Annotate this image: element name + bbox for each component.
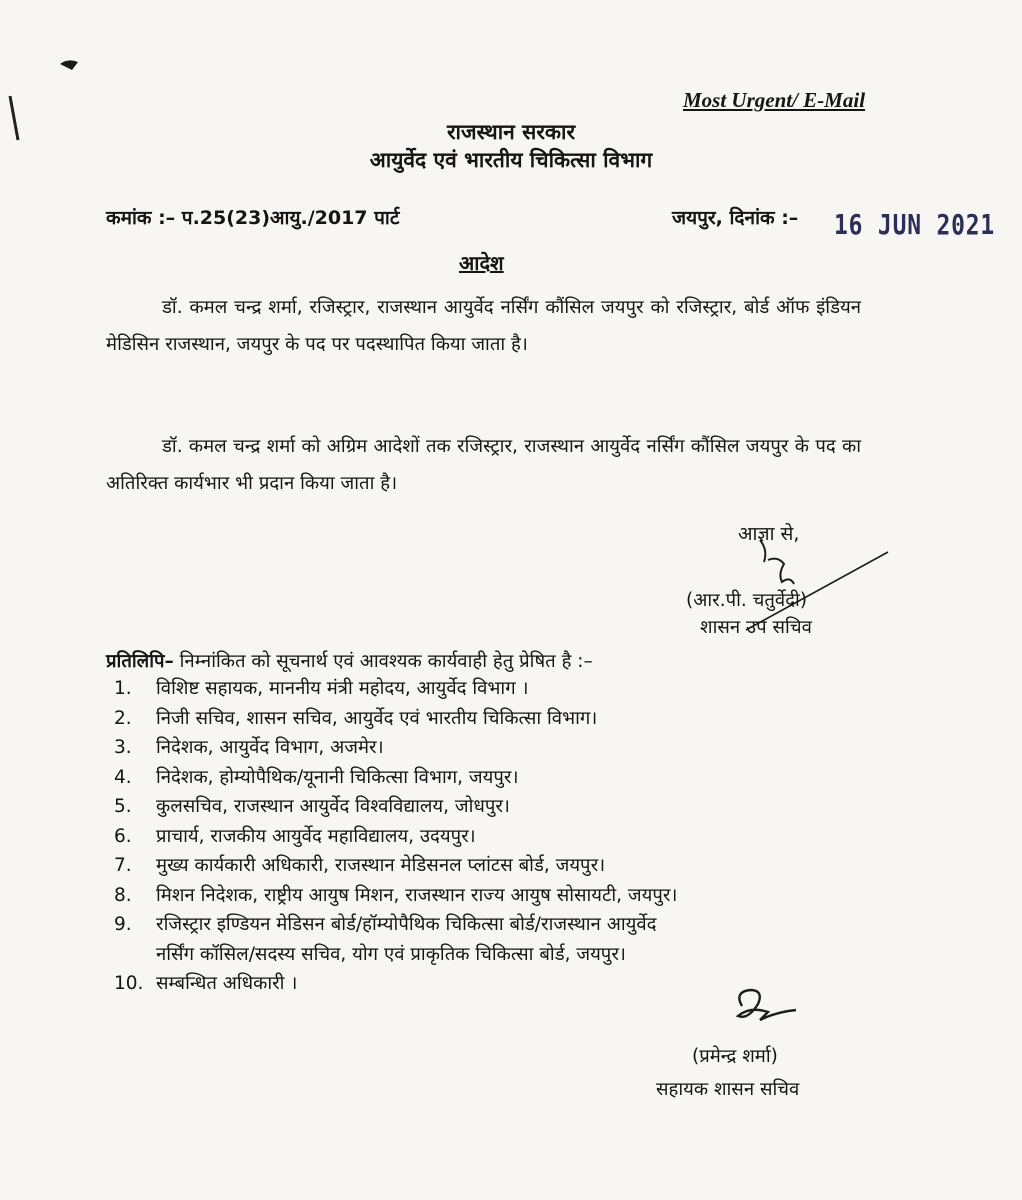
list-item-number: 7. bbox=[114, 855, 132, 876]
list-item-text: रजिस्ट्रार इण्डियन मेडिसन बोर्ड/हॉम्योपैथिक चिकित्सा बोर्ड/राजस्थान आयुर्वेद bbox=[156, 914, 657, 935]
order-title: आदेश bbox=[459, 251, 504, 275]
list-item-number: 2. bbox=[114, 707, 132, 729]
list-item-text: प्राचार्य, राजकीय आयुर्वेद महाविद्यालय, उदयपुर। bbox=[156, 825, 476, 847]
list-item-text: मुख्य कार्यकारी अधिकारी, राजस्थान मेडिसनल प्लांटस बोर्ड, जयपुर। bbox=[156, 855, 606, 876]
govt-name: राजस्थान सरकार bbox=[446, 120, 576, 144]
list-item-text: निदेशक, आयुर्वेद विभाग, अजमेर। bbox=[156, 737, 384, 758]
by-order-label: आज्ञा से, bbox=[738, 523, 800, 545]
list-item-number: 5. bbox=[114, 796, 132, 817]
list-item-number: 1. bbox=[114, 678, 132, 699]
list-item-number: 10. bbox=[114, 973, 144, 994]
signatory-1-designation: शासन उप सचिव bbox=[700, 617, 812, 638]
list-item-text: निजी सचिव, शासन सचिव, आयुर्वेद एवं भारतीय चिकित्सा विभाग। bbox=[156, 707, 598, 729]
list-item-number: 3. bbox=[114, 737, 132, 758]
list-item-number: 9. bbox=[114, 914, 132, 935]
list-item-text: सम्बन्धित अधिकारी । bbox=[156, 973, 298, 994]
copy-to-text: निम्नांकित को सूचनार्थ एवं आवश्यक कार्यवाही हेतु प्रेषित है :– bbox=[173, 651, 593, 672]
department-name: आयुर्वेद एवं भारतीय चिकित्सा विभाग bbox=[369, 148, 653, 172]
list-item-number: 8. bbox=[114, 884, 132, 906]
reference-number: कमांक :– प.25(23)आयु./2017 पार्ट bbox=[106, 207, 400, 229]
signatory-2-designation: सहायक शासन सचिव bbox=[656, 1079, 800, 1100]
date-stamp: 16 JUN 2021 bbox=[834, 208, 996, 241]
order-paragraph-1: डॉ. कमल चन्द्र शर्मा, रजिस्ट्रार, राजस्थान आयुर्वेद नर्सिंग कौंसिल जयपुर को रजिस्ट्रार, बोर्ड ऑफ इंडियन मेडिसिन राजस्थान, जयपुर के पद पर पदस्थापित किया जाता है। bbox=[106, 297, 861, 355]
list-item-number: 6. bbox=[114, 825, 132, 847]
urgency-label: Most Urgent/ E-Mail bbox=[683, 88, 866, 112]
order-paragraph-2: डॉ. कमल चन्द्र शर्मा को अग्रिम आदेशों तक रजिस्ट्रार, राजस्थान आयुर्वेद नर्सिंग कौंसिल जयपुर के पद का अतिरिक्त कार्यभार भी प्रदान किया जाता है। bbox=[106, 436, 861, 494]
list-item-text: मिशन निदेशक, राष्ट्रीय आयुष मिशन, राजस्थान राज्य आयुष सोसायटी, जयपुर। bbox=[156, 884, 678, 906]
list-item-number: 4. bbox=[114, 766, 132, 788]
place-date-label: जयपुर, दिनांक :– bbox=[672, 207, 799, 229]
signatory-2-name: (प्रमेन्द्र शर्मा) bbox=[692, 1046, 778, 1067]
list-item-text: विशिष्ट सहायक, माननीय मंत्री महोदय, आयुर्वेद विभाग । bbox=[156, 678, 529, 699]
list-item-text: निदेशक, होम्योपैथिक/यूनानी चिकित्सा विभाग, जयपुर। bbox=[156, 766, 519, 788]
list-item-text: नर्सिंग कॉसिल/सदस्य सचिव, योग एवं प्राकृतिक चिकित्सा बोर्ड, जयपुर। bbox=[156, 943, 626, 965]
signatory-1-name: (आर.पी. चतुर्वेदी) bbox=[686, 590, 808, 611]
copy-to-label: प्रतिलिपि– bbox=[106, 651, 174, 672]
list-item-text: कुलसचिव, राजस्थान आयुर्वेद विश्वविद्यालय, जोधपुर। bbox=[156, 796, 510, 817]
